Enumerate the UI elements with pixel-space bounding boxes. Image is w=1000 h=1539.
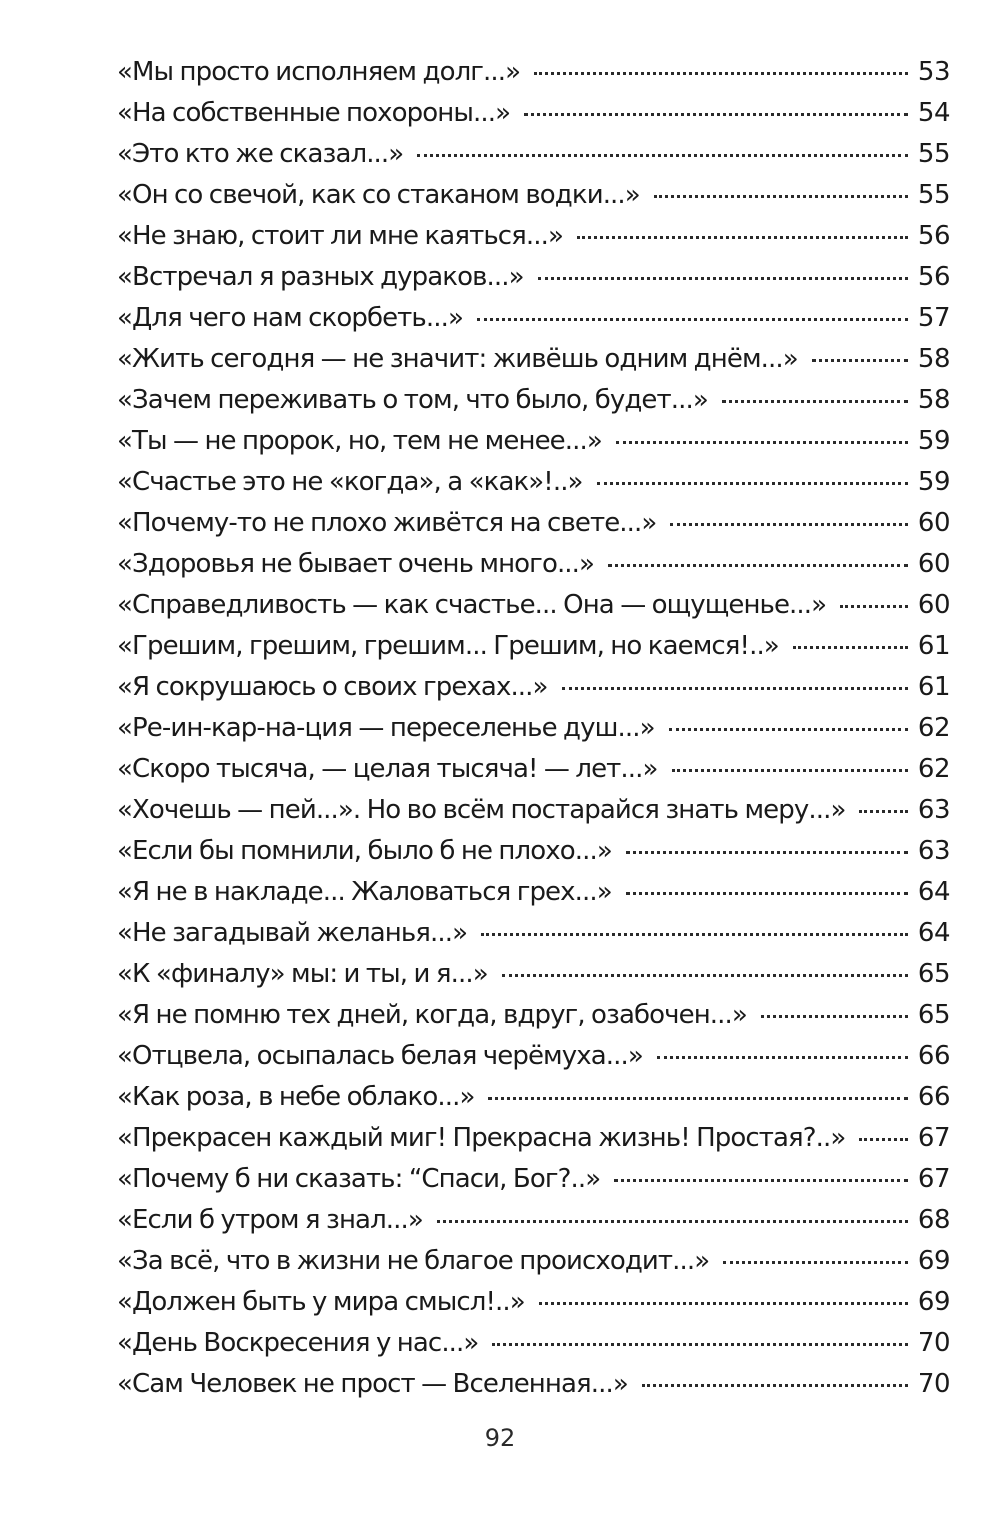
toc-entry-page: 65 xyxy=(917,1000,950,1030)
toc-entry xyxy=(117,872,950,913)
toc-entry-page: 57 xyxy=(917,303,950,333)
dot-leader xyxy=(597,482,908,485)
toc-entry-page: 59 xyxy=(917,467,950,497)
toc-entry-page: 53 xyxy=(917,57,950,87)
toc-entry-page: 67 xyxy=(917,1123,950,1153)
toc-entry-title: «Отцвела, осыпалась белая черёмуха...» xyxy=(117,1041,643,1071)
toc-entry xyxy=(117,462,950,503)
dot-leader xyxy=(417,154,908,157)
toc-entry xyxy=(117,585,950,626)
toc-entry-title: «За всё, что в жизни не благое происходит...» xyxy=(117,1246,710,1276)
toc-entry-title: «Не знаю, стоит ли мне каяться...» xyxy=(117,221,563,251)
dot-leader xyxy=(654,195,908,198)
toc-entry-page: 61 xyxy=(917,672,950,702)
toc-entry-title: «Ре-ин-кар-на-ция — переселенье душ...» xyxy=(117,713,655,743)
toc-entry xyxy=(117,503,950,544)
toc-entry-title: «Хочешь — пей...». Но во всём постарайся знать меру...» xyxy=(117,795,846,825)
dot-leader xyxy=(488,1097,908,1100)
toc-entry xyxy=(117,544,950,585)
dot-leader xyxy=(672,769,908,772)
toc-entry-title: «Я не в накладе... Жаловаться грех...» xyxy=(117,877,612,907)
toc-entry-page: 69 xyxy=(917,1246,950,1276)
toc-entry-title: «Я сокрушаюсь о своих грехах...» xyxy=(117,672,548,702)
toc-entry-title: «Если бы помнили, было б не плохо...» xyxy=(117,836,612,866)
toc-entry-page: 70 xyxy=(917,1328,950,1358)
toc-entry-page: 62 xyxy=(917,754,950,784)
toc-entry-title: «Он со свечой, как со стаканом водки...» xyxy=(117,180,640,210)
toc-entry-page: 67 xyxy=(917,1164,950,1194)
toc-entry xyxy=(117,175,950,216)
toc-entry-title: «Это кто же сказал...» xyxy=(117,139,404,169)
dot-leader xyxy=(616,441,908,444)
toc-entry-title: «Почему б ни сказать: “Спаси, Бог?..» xyxy=(117,1164,601,1194)
dot-leader xyxy=(670,523,908,526)
toc-entry xyxy=(117,339,950,380)
dot-leader xyxy=(481,933,908,936)
toc-entry-page: 60 xyxy=(917,590,950,620)
toc-entry-title: «Почему-то не плохо живётся на свете...» xyxy=(117,508,657,538)
toc-entry xyxy=(117,257,950,298)
toc-entry-title: «Должен быть у мира смысл!..» xyxy=(117,1287,525,1317)
toc-entry-page: 55 xyxy=(917,180,950,210)
toc-entry-title: «Я не помню тех дней, когда, вдруг, озабочен...» xyxy=(117,1000,747,1030)
toc-entry-page: 60 xyxy=(917,508,950,538)
toc-entry-page: 58 xyxy=(917,385,950,415)
toc-entry xyxy=(117,1323,950,1364)
toc-entry-title: «Счастье это не «когда», а «как»!..» xyxy=(117,467,583,497)
toc-entry-title: «Здоровья не бывает очень много...» xyxy=(117,549,595,579)
toc-entry-title: «Мы просто исполняем долг...» xyxy=(117,57,521,87)
toc-entry-page: 59 xyxy=(917,426,950,456)
toc-entry xyxy=(117,1036,950,1077)
toc-entry xyxy=(117,298,950,339)
dot-leader xyxy=(437,1220,908,1223)
toc-entry-page: 66 xyxy=(917,1082,950,1112)
toc-entry-title: «Если б утром я знал...» xyxy=(117,1205,423,1235)
dot-leader xyxy=(614,1179,908,1182)
toc-entry xyxy=(117,52,950,93)
toc-entry-title: «Как роза, в небе облако...» xyxy=(117,1082,475,1112)
dot-leader xyxy=(669,728,908,731)
toc-entry-page: 60 xyxy=(917,549,950,579)
toc-entry-page: 64 xyxy=(917,918,950,948)
toc-entry-title: «Справедливость — как счастье... Она — ощущенье...» xyxy=(117,590,827,620)
dot-leader xyxy=(793,646,908,649)
toc-entry xyxy=(117,1159,950,1200)
dot-leader xyxy=(812,359,908,362)
dot-leader xyxy=(859,1138,908,1141)
dot-leader xyxy=(626,851,908,854)
toc-entry-page: 66 xyxy=(917,1041,950,1071)
toc-entry xyxy=(117,1282,950,1323)
toc-entry-title: «Встречал я разных дураков...» xyxy=(117,262,524,292)
dot-leader xyxy=(502,974,908,977)
dot-leader xyxy=(539,1302,908,1305)
dot-leader xyxy=(562,687,908,690)
toc-entry-title: «Жить сегодня — не значит: живёшь одним днём...» xyxy=(117,344,798,374)
toc-entry-title: «Прекрасен каждый миг! Прекрасна жизнь! Простая?..» xyxy=(117,1123,846,1153)
toc-entry xyxy=(117,995,950,1036)
dot-leader xyxy=(577,236,908,239)
toc-entry-page: 56 xyxy=(917,262,950,292)
toc-entry xyxy=(117,216,950,257)
dot-leader xyxy=(859,810,908,813)
dot-leader xyxy=(723,1261,908,1264)
dot-leader xyxy=(524,113,908,116)
toc-entry xyxy=(117,421,950,462)
toc-entry-page: 56 xyxy=(917,221,950,251)
toc-entry xyxy=(117,749,950,790)
toc-entry xyxy=(117,708,950,749)
toc-entry-title: «Зачем переживать о том, что было, будет...» xyxy=(117,385,708,415)
toc-entry-title: «Сам Человек не прост — Вселенная...» xyxy=(117,1369,628,1399)
dot-leader xyxy=(534,72,908,75)
toc-entry xyxy=(117,1118,950,1159)
toc-entry-page: 55 xyxy=(917,139,950,169)
toc-entry-page: 69 xyxy=(917,1287,950,1317)
toc-entry-title: «Скоро тысяча, — целая тысяча! — лет...» xyxy=(117,754,658,784)
dot-leader xyxy=(657,1056,908,1059)
toc-entry-title: «День Воскресения у нас...» xyxy=(117,1328,479,1358)
toc-entry xyxy=(117,1200,950,1241)
toc-entry-page: 70 xyxy=(917,1369,950,1399)
dot-leader xyxy=(608,564,908,567)
table-of-contents xyxy=(117,52,950,1405)
dot-leader xyxy=(722,400,908,403)
toc-entry-page: 64 xyxy=(917,877,950,907)
dot-leader xyxy=(477,318,908,321)
toc-entry-title: «Грешим, грешим, грешим... Грешим, но каемся!..» xyxy=(117,631,779,661)
toc-entry-page: 68 xyxy=(917,1205,950,1235)
toc-entry xyxy=(117,667,950,708)
toc-entry xyxy=(117,1364,950,1405)
dot-leader xyxy=(538,277,908,280)
page-number: 92 xyxy=(484,1424,516,1452)
toc-entry xyxy=(117,1077,950,1118)
toc-entry-title: «Не загадывай желанья...» xyxy=(117,918,468,948)
toc-entry xyxy=(117,93,950,134)
dot-leader xyxy=(492,1343,908,1346)
toc-entry-page: 63 xyxy=(917,795,950,825)
toc-entry xyxy=(117,790,950,831)
toc-entry-page: 63 xyxy=(917,836,950,866)
toc-entry-title: «Ты — не пророк, но, тем не менее...» xyxy=(117,426,602,456)
dot-leader xyxy=(626,892,908,895)
toc-entry-page: 58 xyxy=(917,344,950,374)
dot-leader xyxy=(840,605,908,608)
toc-entry xyxy=(117,913,950,954)
toc-entry xyxy=(117,134,950,175)
toc-entry xyxy=(117,1241,950,1282)
toc-entry xyxy=(117,380,950,421)
toc-entry xyxy=(117,831,950,872)
toc-entry-page: 54 xyxy=(917,98,950,128)
dot-leader xyxy=(761,1015,908,1018)
toc-entry-page: 61 xyxy=(917,631,950,661)
toc-entry-page: 62 xyxy=(917,713,950,743)
toc-entry-title: «Для чего нам скорбеть...» xyxy=(117,303,463,333)
toc-entry-page: 65 xyxy=(917,959,950,989)
dot-leader xyxy=(642,1384,908,1387)
toc-entry xyxy=(117,954,950,995)
toc-entry xyxy=(117,626,950,667)
toc-entry-title: «На собственные похороны...» xyxy=(117,98,511,128)
toc-entry-title: «К «финалу» мы: и ты, и я...» xyxy=(117,959,488,989)
